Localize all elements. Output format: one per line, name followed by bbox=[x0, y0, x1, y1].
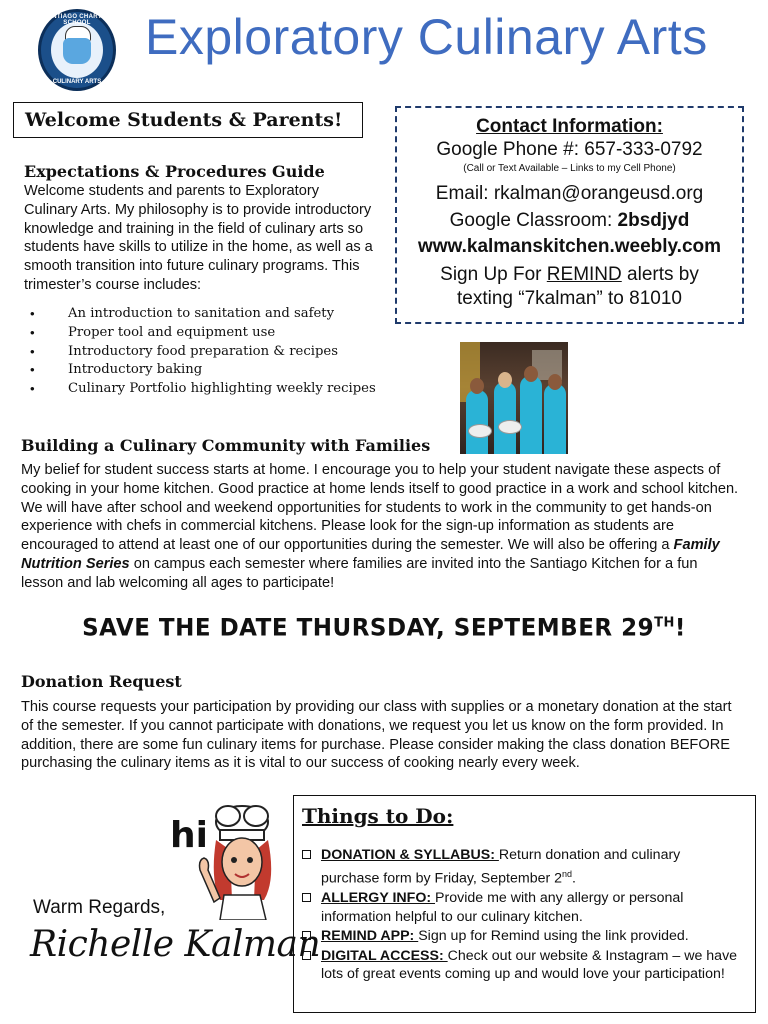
food-plate bbox=[498, 420, 522, 434]
remind-pre: Sign Up For bbox=[440, 264, 547, 285]
classroom-label: Google Classroom: bbox=[449, 210, 613, 231]
todo-end: . bbox=[572, 870, 576, 887]
todo-text: Sign up for Remind using the link provided. bbox=[418, 928, 689, 945]
contact-phone-note: (Call or Text Available – Links to my Cell Phone) bbox=[463, 163, 676, 174]
todo-key: DONATION & SYLLABUS: bbox=[321, 847, 499, 863]
contact-info-box bbox=[395, 106, 744, 324]
students-photo bbox=[460, 342, 568, 454]
todo-sup: nd bbox=[562, 868, 573, 879]
todo-item-donation bbox=[302, 846, 742, 888]
student-figure bbox=[544, 384, 566, 454]
community-body bbox=[21, 461, 743, 593]
donation-heading: Donation Request bbox=[21, 672, 182, 691]
contact-phone: Google Phone #: 657-333-0792 bbox=[436, 139, 703, 160]
student-figure bbox=[520, 376, 542, 454]
remind-word: REMIND bbox=[546, 264, 622, 285]
student-head bbox=[524, 366, 538, 382]
welcome-banner: Welcome Students & Parents! bbox=[13, 102, 363, 138]
student-head bbox=[548, 374, 562, 390]
mascot-icon bbox=[63, 38, 91, 64]
hi-greeting: hi bbox=[170, 815, 208, 856]
list-item: • An introduction to sanitation and safety bbox=[30, 305, 376, 324]
list-item: • Introductory baking bbox=[30, 361, 376, 380]
todo-text: Check out our website & Instagram – we have lots of great events coming up and would love your participation! bbox=[321, 947, 738, 983]
community-heading: Building a Culinary Community with Families bbox=[21, 436, 431, 455]
checkbox-icon[interactable] bbox=[302, 931, 311, 940]
save-date-text: SAVE THE DATE THURSDAY, SEPTEMBER 29 bbox=[82, 614, 655, 642]
todo-item-remind bbox=[302, 927, 742, 946]
todo-text: Provide me with any allergy or personal information helpful to our culinary kitchen. bbox=[321, 889, 684, 925]
student-figure bbox=[494, 382, 516, 454]
signature: Richelle Kalman bbox=[30, 924, 321, 965]
save-the-date-banner bbox=[0, 614, 768, 641]
todo-item-allergy bbox=[302, 889, 742, 926]
checkbox-icon[interactable] bbox=[302, 951, 311, 960]
website-link[interactable]: www.kalmanskitchen.weebly.com bbox=[417, 236, 722, 257]
expectations-body: Welcome students and parents to Exploratory Culinary Arts. My philosophy is to provide introductory knowledge and training in the field of culinary arts so students have skills to utilize in the home, as well as a smooth transition into future culinary programs. This trimester’s course includes: bbox=[24, 183, 373, 293]
todo-key: DIGITAL ACCESS: bbox=[321, 947, 448, 964]
remind-line2: texting “7kalman” to 81010 bbox=[457, 288, 682, 309]
list-item: • Introductory food preparation & recipes bbox=[30, 343, 376, 362]
todo-key: REMIND APP: bbox=[321, 928, 419, 945]
page-title: Exploratory Culinary Arts bbox=[145, 9, 708, 65]
remind-signup bbox=[397, 263, 742, 287]
student-head bbox=[498, 372, 512, 388]
todo-item-digital bbox=[302, 947, 742, 984]
community-text-1: My belief for student success starts at home. I encourage you to help your student navigate these aspects of cooking in your home kitchen. Good practice at home lends itself to good practice in a work and school kitchen. We will have after school and weekend opportunities for students to work in the community to get hands-on experience with chefs in commercial kitchens. Please look for the sign-up information as students are encouraged to attend at least one of our opportunities during the semester. We will also be offering a bbox=[21, 462, 739, 554]
save-date-end: ! bbox=[674, 614, 686, 642]
todo-list bbox=[302, 846, 742, 985]
remind-post: alerts by bbox=[621, 264, 699, 285]
things-to-do-box bbox=[293, 795, 756, 1013]
checkbox-icon[interactable] bbox=[302, 850, 311, 859]
food-plate bbox=[468, 424, 492, 438]
todo-text: Return donation and culinary purchase form by Friday, September 2 bbox=[321, 847, 681, 887]
checkbox-icon[interactable] bbox=[302, 893, 311, 902]
contact-classroom bbox=[397, 209, 742, 233]
save-date-suffix: TH bbox=[654, 614, 675, 631]
list-item: • Proper tool and equipment use bbox=[30, 324, 376, 343]
expectations-heading: Expectations & Procedures Guide bbox=[24, 162, 325, 181]
course-topics-list bbox=[30, 305, 376, 399]
community-text-2: on campus each semester where families are invited into the Santiago Kitchen for a fun lesson and lab welcoming all ages to participate! bbox=[21, 555, 698, 591]
logo-ring-top-text: SANTIAGO CHARTER SCHOOL bbox=[43, 14, 111, 26]
warm-regards: Warm Regards, bbox=[33, 897, 166, 918]
list-item: • Culinary Portfolio highlighting weekly recipes bbox=[30, 380, 376, 399]
contact-heading: Contact Information: bbox=[476, 116, 663, 137]
school-logo bbox=[38, 9, 116, 91]
classroom-code: 2bsdjyd bbox=[617, 210, 690, 231]
todo-key: ALLERGY INFO: bbox=[321, 889, 436, 906]
student-figure bbox=[466, 390, 488, 454]
contact-email[interactable]: Email: rkalman@orangeusd.org bbox=[435, 183, 704, 204]
logo-ring-bottom-text: CULINARY ARTS bbox=[52, 79, 102, 85]
donation-body: This course requests your participation by providing our class with supplies or a monetary donation at the start of the semester. If you cannot participate with donations, we request you let us know on the form provided. In addition, there are some fun culinary items for purchase. Please consider making the class donation BEFORE purchasing the culinary items as it is vital to our success of cooking nearly every week. bbox=[21, 699, 732, 772]
family-nutrition-series: Family Nutrition Series bbox=[21, 537, 720, 572]
student-head bbox=[470, 378, 484, 394]
todo-heading: Things to Do: bbox=[302, 804, 454, 828]
